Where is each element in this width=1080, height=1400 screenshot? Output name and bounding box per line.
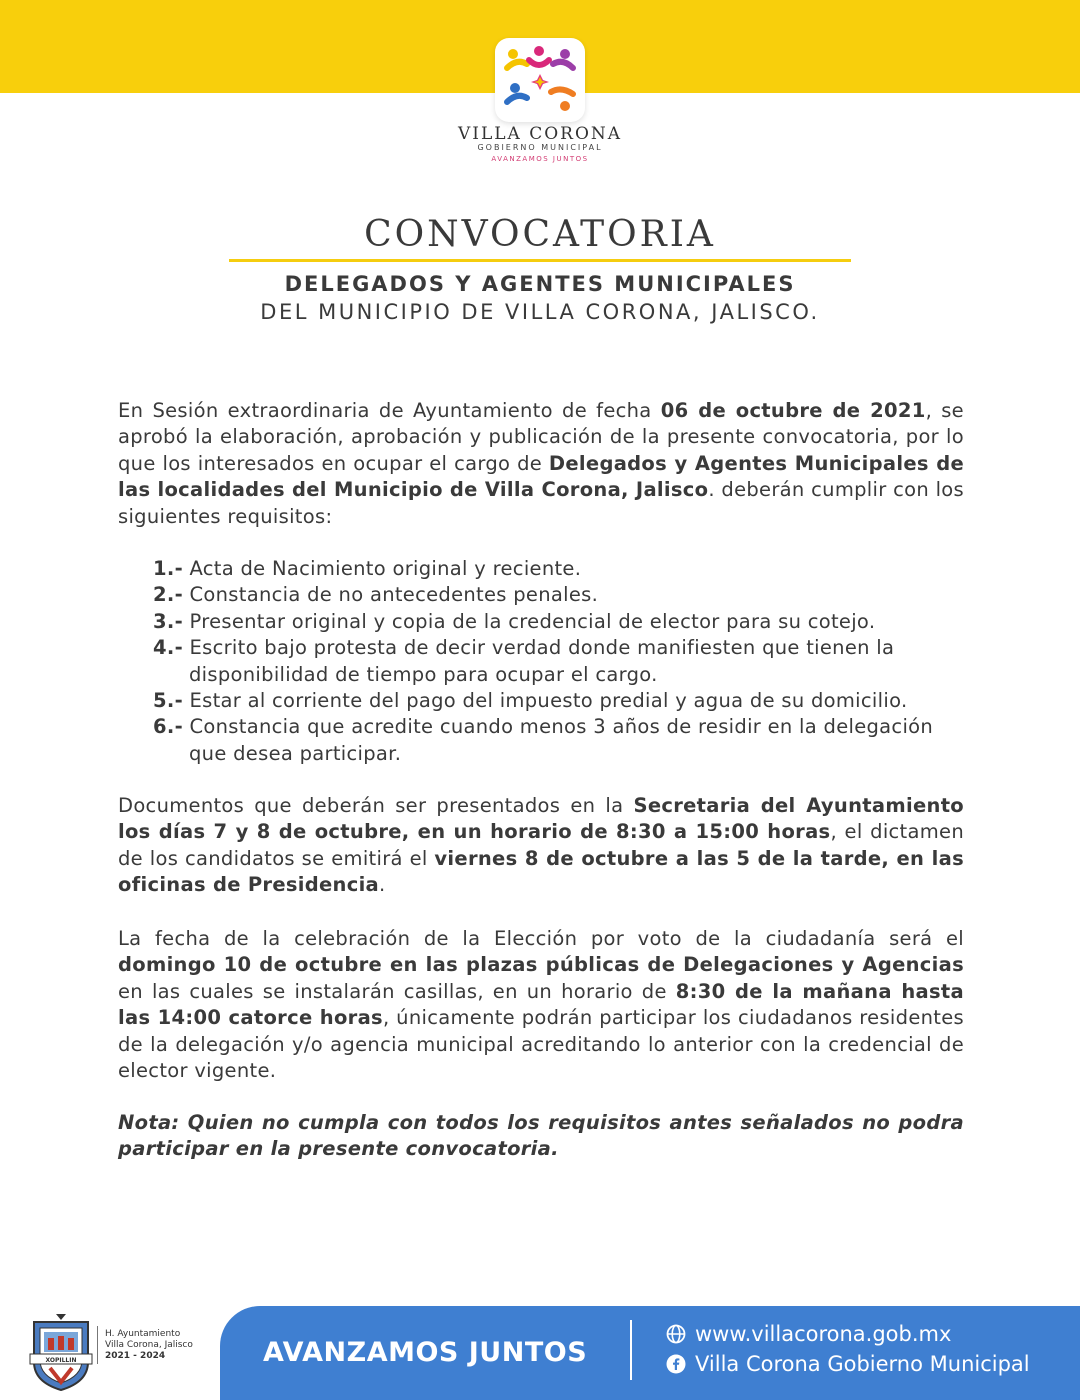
logo-slogan: AVANZAMOS JUNTOS [491, 155, 589, 163]
requirement-item [153, 582, 968, 608]
requirement-item [153, 635, 968, 688]
website-text: www.villacorona.gob.mx [695, 1322, 952, 1346]
requirement-item [153, 714, 968, 767]
footer-facebook-link[interactable] [666, 1352, 1030, 1376]
crest-caption [105, 1329, 193, 1362]
crest-divider [97, 1326, 98, 1364]
intro-date: 06 de octubre de 2021 [660, 399, 926, 422]
requirement-number: 3.- [153, 609, 183, 633]
requirement-number: 5.- [153, 689, 183, 713]
crest-banner-text: XOPILLIN [45, 1357, 77, 1364]
election-text-2: en las cuales se instalarán casillas, en un horario de [118, 979, 676, 1003]
intro-position: Delegados y Agentes Municipales de las localidades del Municipio de Villa Corona, Jalisco [118, 451, 964, 502]
requirement-item [153, 609, 968, 635]
documents-paragraph [118, 793, 964, 899]
election-date-place: domingo 10 de octubre en las plazas públicas de Delegaciones y Agencias [118, 953, 964, 977]
documents-text-1: Documentos que deberán ser presentados en la [118, 794, 634, 817]
people-circle-logo-icon [503, 44, 577, 116]
crest-line1: H. Ayuntamiento [105, 1329, 181, 1339]
requirement-number: 1.- [153, 557, 183, 580]
documents-verdict-date: viernes 8 de octubre a las 5 de la tarde, en las oficinas de Presidencia [118, 846, 964, 897]
crest-line2: Villa Corona, Jalisco [105, 1340, 193, 1350]
requirement-text: Escrito bajo protesta de decir verdad donde manifiesten que tienen la disponibilidad de tiempo para ocupar el cargo. [182, 636, 895, 686]
municipal-logo [495, 38, 585, 122]
requirement-number: 6.- [153, 715, 183, 739]
requirement-text: Presentar original y copia de la credencial de elector para su cotejo. [182, 609, 876, 633]
globe-icon [666, 1324, 686, 1344]
requirement-text: Acta de Nacimiento original y reciente. [182, 557, 582, 580]
requirement-text: Constancia que acredite cuando menos 3 años de residir en la delegación que desea participar. [182, 715, 934, 765]
requirements-list [153, 556, 968, 767]
requirement-number: 4.- [153, 636, 183, 660]
note-paragraph: Nota: Quien no cumpla con todos los requisitos antes señalados no podra participar en la presente convocatoria. [118, 1111, 964, 1161]
documents-text-3: . [379, 873, 386, 897]
requirement-text: Constancia de no antecedentes penales. [182, 583, 599, 607]
documents-schedule: Secretaria del Ayuntamiento los días 7 y 8 de octubre, en un horario de 8:30 a 15:00 horas [118, 794, 965, 844]
facebook-icon [666, 1354, 686, 1374]
facebook-text: Villa Corona Gobierno Municipal [695, 1352, 1030, 1376]
crest-years: 2021 - 2024 [105, 1351, 166, 1361]
election-hours: 8:30 de la mañana hasta las 14:00 catorce horas [118, 979, 964, 1030]
intro-text-2: , se aprobó la elaboración, aprobación y publicación de la presente convocatoria, por lo que los interesados en ocupar el cargo de [118, 399, 964, 475]
document-title: CONVOCATORIA [364, 214, 716, 255]
election-paragraph [118, 926, 964, 1084]
document-subtitle-line2: DEL MUNICIPIO DE VILLA CORONA, JALISCO. [260, 300, 820, 324]
requirement-item [153, 556, 968, 582]
requirement-text: Estar al corriente del pago del impuesto predial y agua de su domicilio. [182, 689, 908, 713]
logo-subtitle: GOBIERNO MUNICIPAL [477, 143, 603, 152]
election-text-1: La fecha de la celebración de la Elección por voto de la ciudadanía será el [118, 927, 964, 950]
requirement-number: 2.- [153, 583, 183, 607]
intro-text-3: . deberán cumplir con los siguientes requisitos: [118, 478, 964, 528]
municipal-crest-icon [28, 1312, 94, 1394]
title-underline [229, 259, 851, 262]
footer-website-link[interactable] [666, 1322, 951, 1346]
intro-text-1: En Sesión extraordinaria de Ayuntamiento de fecha [118, 399, 661, 422]
document-subtitle-line1: DELEGADOS Y AGENTES MUNICIPALES [284, 272, 796, 296]
logo-title: VILLA CORONA [457, 124, 623, 144]
documents-text-2: , el dictamen de los candidatos se emitirá el [118, 820, 965, 870]
footer-divider [630, 1320, 632, 1380]
intro-paragraph [118, 398, 964, 530]
requirement-item [153, 688, 968, 714]
election-text-3: , únicamente podrán participar los ciudadanos residentes de la delegación y/o agencia municipal acreditando lo anterior con la credencial de elector vigente. [118, 1006, 964, 1083]
footer-slogan: AVANZAMOS JUNTOS [263, 1337, 588, 1368]
